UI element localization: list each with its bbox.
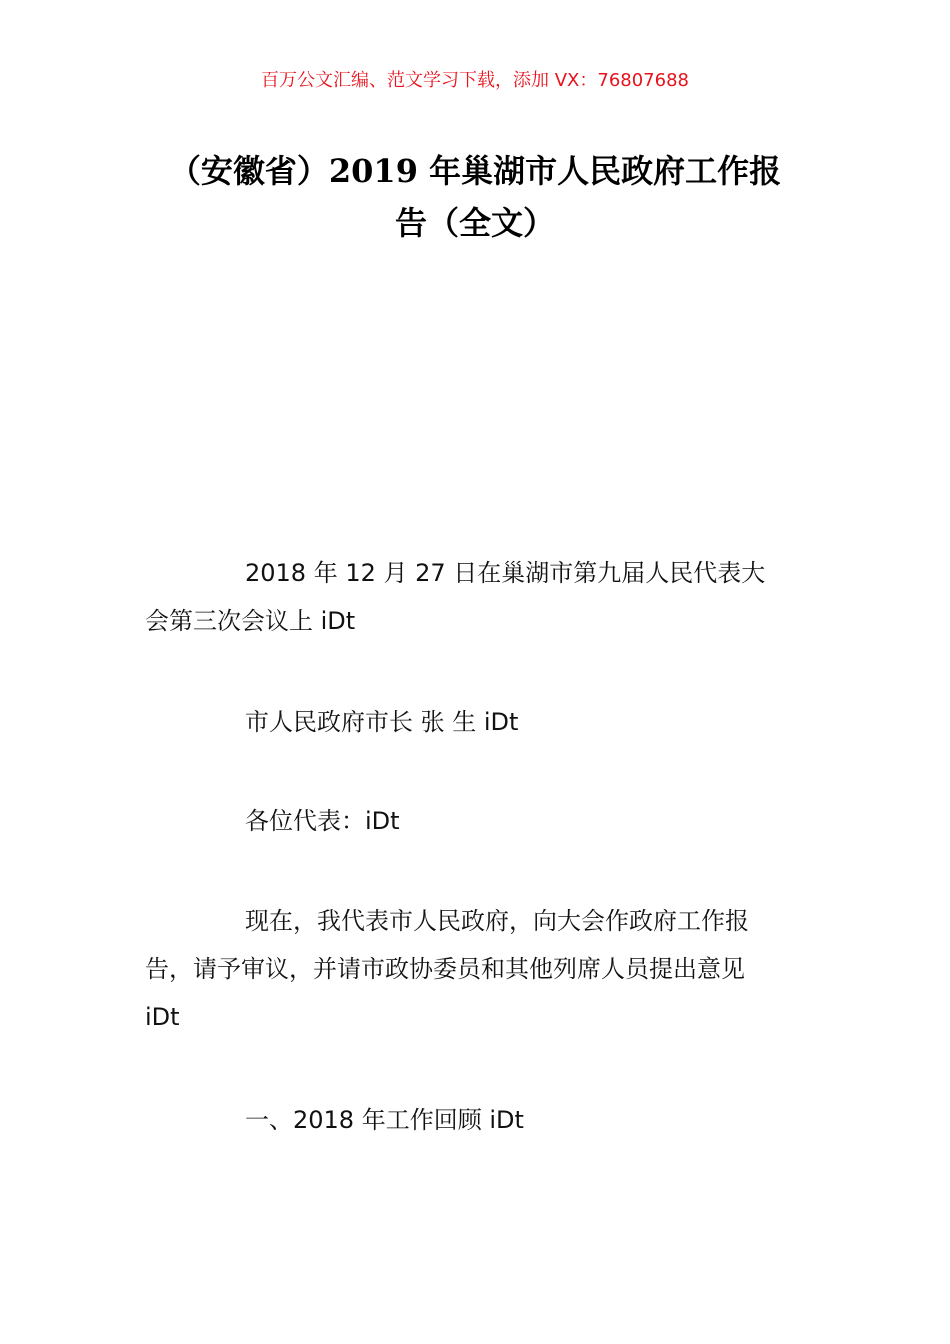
paragraph-line: 告，请予审议，并请市政协委员和其他列席人员提出意见 xyxy=(145,955,745,983)
title-line-1: （安徽省）2019 年巢湖市人民政府工作报 xyxy=(168,152,782,190)
mayor-paragraph xyxy=(145,698,810,746)
paragraph-line: 2018 年 12 月 27 日在巢湖市第九届人民代表大 xyxy=(245,559,766,587)
document-title xyxy=(140,145,810,249)
section-heading: 一、2018 年工作回顾 iDt xyxy=(245,1106,524,1134)
section-heading-paragraph xyxy=(145,1096,810,1144)
paragraph-line: 会第三次会议上 iDt xyxy=(145,607,356,635)
paragraph-line: 现在，我代表市人民政府，向大会作政府工作报 xyxy=(245,907,749,935)
salutation-paragraph xyxy=(145,797,810,845)
title-line-2: 告（全文） xyxy=(394,204,555,242)
intro-paragraph xyxy=(145,897,810,1041)
promo-banner: 百万公文汇编、范文学习下载，添加 VX：76807688 xyxy=(261,70,689,91)
meeting-date-paragraph xyxy=(145,549,810,645)
paragraph-line: iDt xyxy=(145,1003,180,1031)
paragraph-line: 市人民政府市长 张 生 iDt xyxy=(245,708,519,736)
paragraph-line: 各位代表：iDt xyxy=(245,807,400,835)
